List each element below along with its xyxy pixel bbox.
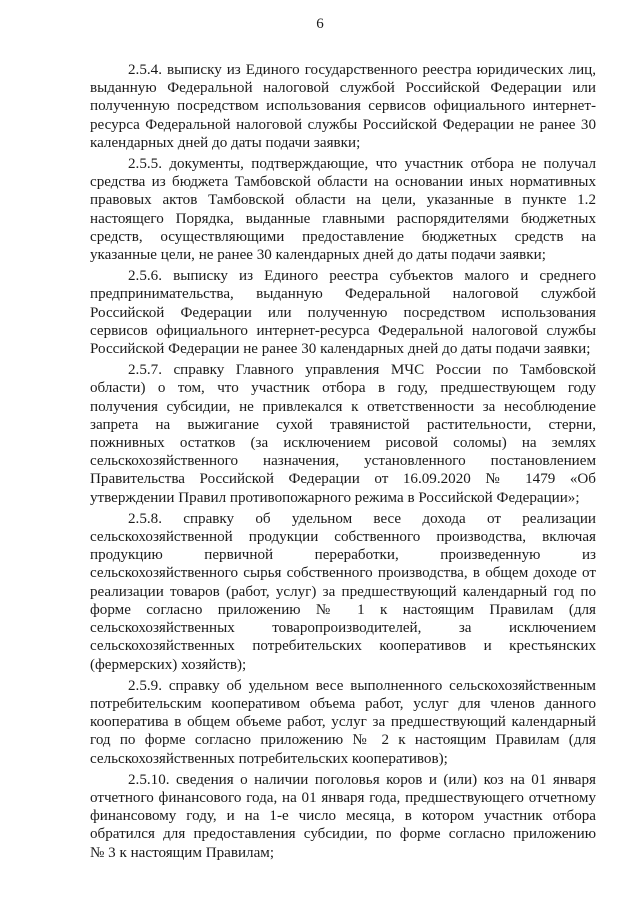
text-line: средства из бюджета Тамбовской области на основании иных нормативных	[90, 174, 596, 191]
text-line: год по форме согласно приложению № 2 к настоящим Правилам (для	[90, 732, 596, 749]
paragraph-2-5-4	[90, 61, 596, 152]
text-line: Правительства Российской Федерации от 16.09.2020 № 1479 «Об	[90, 471, 596, 488]
text-line: сельскохозяйственных потребительских кооперативов и крестьянских	[90, 638, 596, 655]
text-line: сельскохозяйственного назначения, установленного постановлением	[90, 453, 596, 470]
text-line: сельскохозяйственных потребительских кооперативов);	[90, 750, 448, 767]
text-line: предпринимательства, выданную Федеральной налоговой службой	[90, 286, 596, 303]
paragraph-2-5-5	[90, 155, 596, 264]
text-line: выданную Федеральной налоговой службой Российской Федерации или	[90, 80, 596, 97]
text-line: 2.5.5. документы, подтверждающие, что участник отбора не получал	[128, 156, 596, 173]
text-line: календарных дней до даты подачи заявки;	[90, 134, 361, 151]
text-line: кооператива в общем объеме работ, услуг за предшествующий календарный	[90, 714, 596, 731]
text-line: правовых актов Тамбовской области на цели, указанные в пункте 1.2	[90, 192, 596, 209]
text-line: 2.5.8. справку об удельном весе дохода от реализации	[128, 510, 596, 527]
text-line: реализации товаров (работ, услуг) за предшествующий календарный год по	[90, 583, 596, 600]
text-line: Российской Федерации или полученную посредством использования	[90, 304, 596, 321]
text-line: обратился для предоставления субсидии, по форме согласно приложению	[90, 826, 596, 843]
page-number: 6	[316, 16, 324, 32]
text-line: запрета на выжигание сухой травянистой растительности, стерни,	[90, 416, 596, 433]
text-line: области) о том, что участник отбора в году, предшествующем году	[90, 380, 596, 397]
text-line: 2.5.4. выписку из Единого государственного реестра юридических лиц,	[128, 62, 596, 78]
text-line: отчетного финансового года, на 01 января года, предшествующего отчетному	[90, 789, 596, 806]
text-line: продукцию первичной переработки, произведенную из	[90, 547, 596, 564]
text-line: сельскохозяйственного сырья собственного производства, в общем доходе от	[90, 565, 596, 582]
text-line: получения субсидии, не привлекался к ответственности за несоблюдение	[90, 398, 596, 415]
text-line: утверждении Правил противопожарного режима в Российской Федерации»;	[90, 489, 580, 506]
text-line: потребительским кооперативом объема работ, услуг для членов данного	[90, 695, 596, 712]
text-line: 2.5.7. справку Главного управления МЧС России по Тамбовской	[128, 362, 596, 379]
text-line: сервисов официального интернет-ресурса Федеральной налоговой службы	[90, 322, 596, 339]
paragraph-2-5-6	[90, 267, 596, 358]
paragraph-2-5-9	[90, 677, 596, 768]
text-line: ресурса Федеральной налоговой службы Российской Федерации не ранее 30	[90, 116, 596, 133]
text-line: указанные цели, не ранее 30 календарных дней до даты подачи заявки;	[90, 247, 546, 264]
text-line: сельскохозяйственных товаропроизводителей, за исключением	[90, 620, 596, 637]
text-line: финансовому году, и на 1-е число месяца, в котором участник отбора	[90, 808, 596, 825]
text-line: пожнивных остатков (за исключением рисовой соломы) на землях	[90, 435, 596, 452]
text-line: 2.5.9. справку об удельном весе выполненного сельскохозяйственным	[128, 677, 596, 694]
text-line: 2.5.10. сведения о наличии поголовья коров и (или) коз на 01 января	[128, 771, 596, 788]
text-line: настоящего Порядка, выданные главными распорядителями бюджетных	[90, 210, 596, 227]
paragraph-2-5-7	[90, 361, 596, 507]
paragraph-2-5-8	[90, 510, 596, 674]
text-line: № 3 к настоящим Правилам;	[90, 844, 275, 861]
text-line: средств, осуществляющими предоставление бюджетных средств на	[90, 228, 596, 245]
text-line: полученную посредством использования сервисов официального интернет-	[90, 98, 596, 115]
paragraph-2-5-10	[90, 771, 596, 862]
text-line: форме согласно приложению № 1 к настоящим Правилам (для	[90, 601, 596, 618]
text-line: сельскохозяйственной продукции собственного производства, включая	[90, 529, 596, 546]
text-line: 2.5.6. выписку из Единого реестра субъектов малого и среднего	[128, 268, 596, 285]
document-body	[90, 61, 596, 862]
text-line: (фермерских) хозяйств);	[90, 656, 247, 673]
text-line: Российской Федерации не ранее 30 календарных дней до даты подачи заявки;	[90, 341, 591, 358]
